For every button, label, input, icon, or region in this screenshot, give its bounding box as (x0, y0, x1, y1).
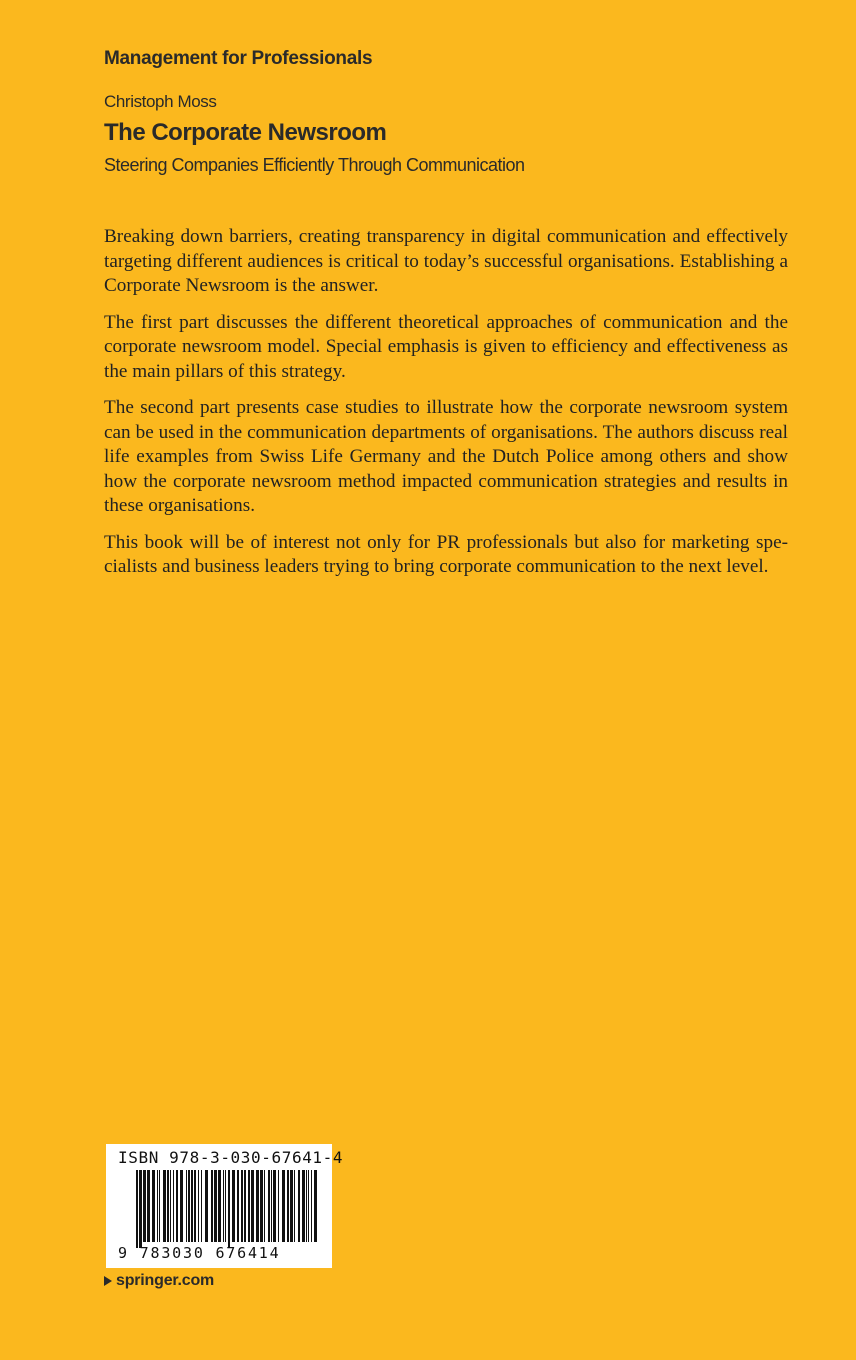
blurb-paragraph-3: The second part presents case studies to illustrate how the corporate newsroom system can be used in the communication departments of organisations. The authors discuss real life examples from Swiss Life Germany and the Dutch Police among others and show how the corporate newsroom method impacted communication strategies and results in these organisations. (104, 397, 788, 516)
barcode-bar (264, 1170, 265, 1242)
barcode-bar (290, 1170, 293, 1242)
barcode-bar (180, 1170, 183, 1242)
barcode-digits: 9 783030 676414 (118, 1244, 281, 1262)
barcode-bar (136, 1170, 138, 1248)
barcode-bar (163, 1170, 166, 1242)
triangle-arrow-icon (104, 1276, 112, 1286)
barcode-bar (223, 1170, 224, 1242)
book-subtitle: Steering Companies Efficiently Through Communication (104, 155, 525, 175)
barcode-bar (205, 1170, 208, 1242)
barcode-bar (211, 1170, 213, 1242)
barcode-bar (302, 1170, 305, 1242)
isbn-label: ISBN 978-3-030-67641-4 (118, 1148, 344, 1167)
barcode-bar (237, 1170, 239, 1242)
barcode-bar (273, 1170, 276, 1242)
barcode-bar (278, 1170, 279, 1242)
barcode-bar (143, 1170, 146, 1242)
barcode-bar (188, 1170, 190, 1242)
barcode-bar (251, 1170, 254, 1242)
barcode-bar (173, 1170, 174, 1242)
barcode-bar (191, 1170, 193, 1242)
barcode-bar (147, 1170, 150, 1242)
barcode-bar (139, 1170, 142, 1248)
barcode-bar (268, 1170, 270, 1242)
barcode-bar (159, 1170, 160, 1242)
barcode-bar (241, 1170, 243, 1242)
barcode-bar (152, 1170, 155, 1242)
author-name: Christoph Moss (104, 92, 217, 111)
barcode-bar (244, 1170, 246, 1242)
series-name: Management for Professionals (104, 48, 373, 69)
barcode-bar (194, 1170, 196, 1242)
blurb (104, 225, 788, 592)
isbn-barcode (106, 1144, 344, 1268)
barcode-bar (170, 1170, 171, 1242)
barcode-bar (282, 1170, 285, 1242)
barcode-bar (294, 1170, 295, 1242)
blurb-paragraph-2: The first part discusses the different theoretical approaches of communication and the corporate newsroom model. Special emphasis is given to efficiency and effectiveness as the main pillars of this strategy. (104, 311, 788, 382)
blurb-paragraph-4: This book will be of interest not only for PR professionals but also for marketing specialists and business leaders trying to bring corporate communication to the next level. (104, 531, 788, 577)
barcode-bar (186, 1170, 187, 1242)
barcode-bar (214, 1170, 217, 1242)
blurb-paragraph-1: Breaking down barriers, creating transparency in digital communication and effectively targeting different audiences is critical to today’s successful organisations. Establishing a Corporate Newsroom is the answer. (104, 226, 788, 296)
barcode-bar (298, 1170, 300, 1242)
barcode-bar (228, 1170, 230, 1248)
barcode-bar (311, 1170, 312, 1242)
barcode-bar (306, 1170, 307, 1242)
barcode-bar (248, 1170, 250, 1242)
barcode-bar (157, 1170, 158, 1242)
barcode-bar (314, 1170, 317, 1242)
barcode-bar (176, 1170, 178, 1242)
barcode-bar (287, 1170, 289, 1242)
barcode-bar (260, 1170, 263, 1242)
barcode-bar (167, 1170, 169, 1242)
barcode-bar (308, 1170, 309, 1242)
barcode-bar (256, 1170, 259, 1242)
barcode-bar (198, 1170, 199, 1242)
barcode-bar (271, 1170, 272, 1242)
publisher-link[interactable] (104, 1272, 214, 1290)
barcode-bar (232, 1170, 235, 1242)
barcode-bar (225, 1170, 226, 1242)
publisher-link-text: springer.com (116, 1272, 215, 1289)
barcode-bar (201, 1170, 202, 1242)
barcode-bar (218, 1170, 221, 1242)
book-title: The Corporate Newsroom (104, 119, 387, 146)
